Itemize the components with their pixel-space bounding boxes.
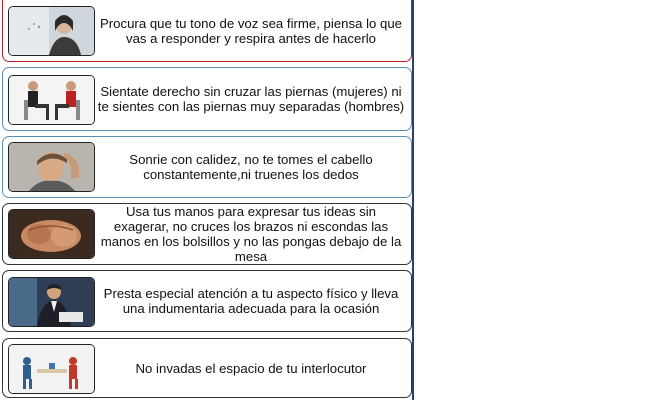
- tip-text: Usa tus manos para expresar tus ideas sin exagerar, no cruces los brazos ni escondas las manos en los bolsillos y no las pongas debajo de la mesa: [100, 204, 402, 264]
- tip-card-appearance: [2, 270, 412, 332]
- woman-speaking-photo-icon: [8, 6, 95, 56]
- personal-space-illustration-icon: [8, 344, 95, 394]
- tip-text: Procura que tu tono de voz sea firme, piensa lo que vas a responder y respira antes de hacerlo: [99, 15, 403, 46]
- tip-text: Sientate derecho sin cruzar las piernas (mujeres) ni te sientes con las piernas muy separadas (hombres): [97, 84, 405, 114]
- tip-card-voice: [2, 0, 412, 62]
- tip-card-posture: [2, 67, 412, 131]
- clasped-hands-photo-icon: [8, 209, 95, 259]
- man-smiling-photo-icon: [8, 142, 95, 192]
- tip-text: Presta especial atención a tu aspecto físico y lleva una indumentaria adecuada para la ocasión: [103, 286, 399, 316]
- tip-text: Sonrie con calidez, no te tomes el cabello constantemente,ni truenes los dedos: [129, 152, 373, 182]
- tip-card-hands: [2, 203, 412, 265]
- two-people-seated-photo-icon: [8, 75, 95, 125]
- tip-card-space: [2, 338, 412, 398]
- man-in-suit-photo-icon: [8, 277, 95, 327]
- tip-text: No invadas el espacio de tu interlocutor: [135, 360, 367, 376]
- tip-card-smile: [2, 136, 412, 198]
